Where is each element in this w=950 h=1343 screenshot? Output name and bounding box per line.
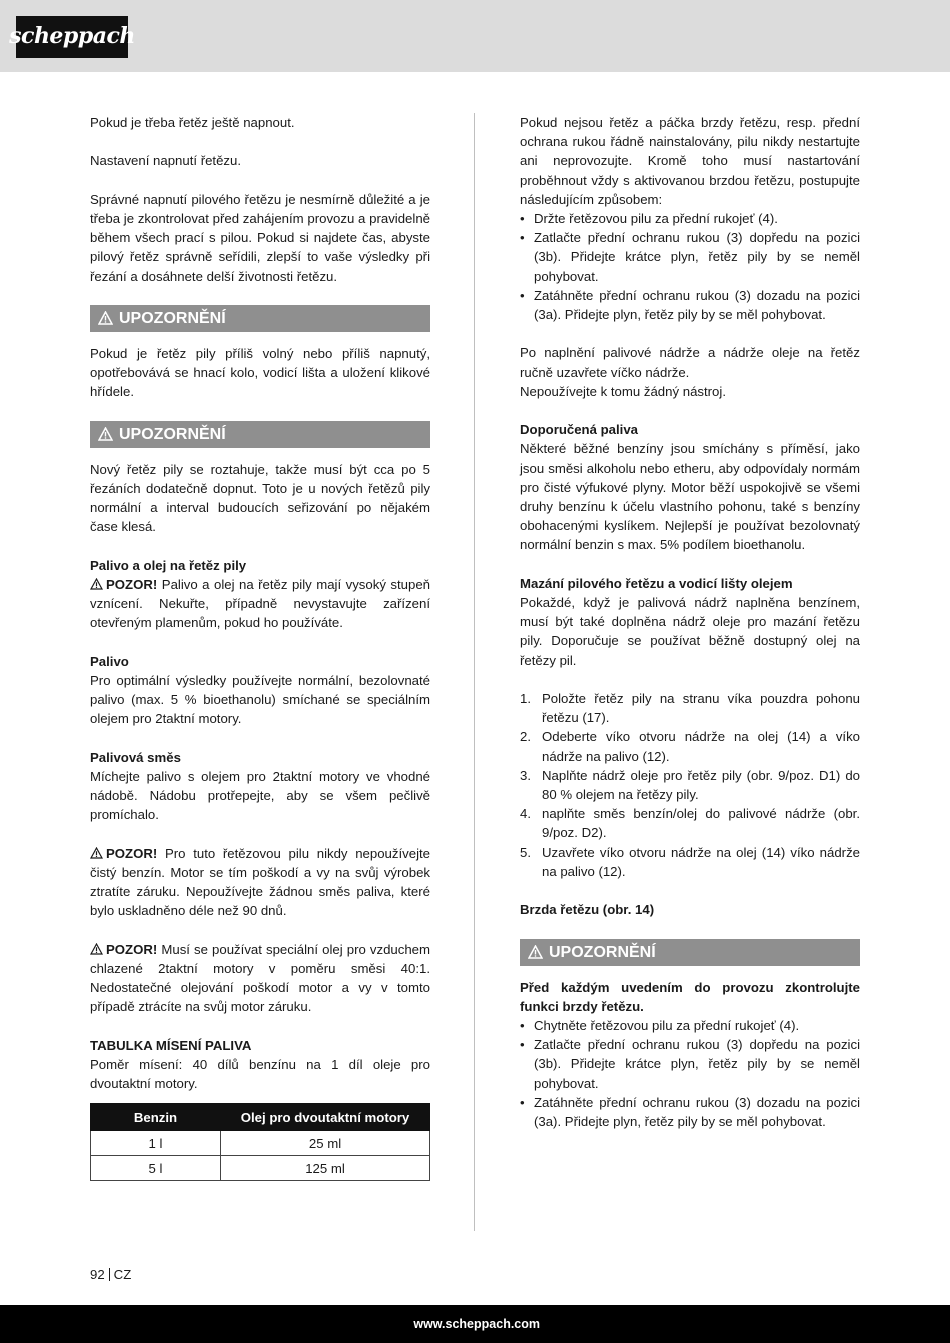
section-heading: Palivo bbox=[90, 653, 129, 669]
warning-triangle-icon bbox=[98, 427, 113, 441]
page-number bbox=[90, 1265, 131, 1284]
paragraph: Pokud je řetěz pily příliš volný nebo příliš napnutý, opotřebovává se hnací kolo, vodicí lišta a uložení klikové hřídele. bbox=[90, 345, 430, 400]
table-header-row bbox=[91, 1104, 430, 1131]
bullet-list bbox=[520, 209, 860, 324]
list-item: • Držte řetězovou pilu za přední rukojeť (4). bbox=[520, 209, 860, 228]
page-separator bbox=[109, 1268, 110, 1281]
section-heading: TABULKA MÍSENÍ PALIVA bbox=[90, 1037, 252, 1053]
list-item: • Zatáhněte přední ochranu rukou (3) dozadu na pozici (3a). Přidejte plyn, řetěz pily by se měl pohybovat. bbox=[520, 1093, 860, 1131]
paragraph: Nepoužívejte k tomu žádný nástroj. bbox=[520, 383, 726, 399]
warning-title: UPOZORNĚNÍ bbox=[119, 309, 226, 327]
table-header-cell: Benzin bbox=[91, 1104, 221, 1131]
list-text: Uzavřete víko otvoru nádrže na olej (14) víko nádrže na palivo (12). bbox=[542, 844, 860, 879]
list-item bbox=[520, 727, 860, 765]
list-item bbox=[520, 766, 860, 804]
list-item bbox=[520, 689, 860, 727]
paragraph: Nový řetěz pily se roztahuje, takže musí být cca po 5 řezáních dodatečně dopnut. Toto je u nových řetězů pily normální a interval budoucích seřizování po nějakém čase klesá. bbox=[90, 461, 430, 535]
table-header-cell: Olej pro dvoutaktní motory bbox=[221, 1104, 430, 1131]
list-item: • Chytněte řetězovou pilu za přední rukojeť (4). bbox=[520, 1016, 860, 1035]
list-number: 4. bbox=[520, 806, 531, 822]
website-url: www.scheppach.com bbox=[413, 1317, 540, 1331]
caution-paragraph bbox=[90, 940, 430, 1017]
table-cell: 1 l bbox=[91, 1131, 221, 1156]
table-cell: 25 ml bbox=[221, 1131, 430, 1156]
warning-banner bbox=[520, 939, 860, 966]
section-heading: Palivo a olej na řetěz pily bbox=[90, 557, 247, 573]
section-heading: Před každým uvedením do provozu zkontrolujte funkci brzdy řetězu. bbox=[520, 979, 860, 1014]
caution-text: Palivo a olej na řetěz pily mají vysoký stupeň vznícení. Nekuřte, případně nevystavujte zařízení otevřeným plamenům, pokud ho používáte. bbox=[90, 576, 430, 631]
caution-text: Musí se používat speciální olej pro vzduchem chlazené 2taktní motory v poměru směsi 40:1. Nedostatečné olejování poškodí motor a vy v tomto případě ztrácíte na svůj motor záruku. bbox=[90, 941, 430, 1015]
section-heading: Brzda řetězu (obr. 14) bbox=[520, 902, 655, 918]
list-item: • Zatlačte přední ochranu rukou (3) dopředu na pozici (3b). Přidejte krátce plyn, řetěz pily by se neměl pohybovat. bbox=[520, 1035, 860, 1093]
paragraph: Poměr mísení: 40 dílů benzínu na 1 díl oleje pro dvoutaktní motory. bbox=[90, 1056, 430, 1092]
caution-paragraph bbox=[90, 575, 430, 633]
table-cell: 5 l bbox=[91, 1156, 221, 1181]
warning-banner bbox=[90, 305, 430, 332]
brand-logo: scheppach bbox=[16, 16, 128, 58]
section-heading: Doporučená paliva bbox=[520, 422, 638, 438]
page-header bbox=[0, 0, 950, 72]
warning-triangle-icon bbox=[90, 943, 103, 955]
left-column bbox=[90, 113, 430, 1181]
paragraph: Pokaždé, když je palivová nádrž naplněna benzínem, musí být také doplněna nádrž oleje pro mazání řetězu pily. Doporučuje se používat běžně dostupný olej na řetězy pil. bbox=[520, 595, 860, 668]
paragraph: Některé běžné benzíny jsou smíchány s příměsí, jako jsou směsi alkoholu nebo etheru, aby odpovídaly normám pro čisté výfukové plyny. Motor běží uspokojivě se všemi druhy benzínu k účelu vlastního pohonu, také s benzíny obohacenými kyslíkem. Nejlepší je používat bezolovnatý normální benzin s max. 5% podílem bioethanolu. bbox=[520, 441, 860, 553]
paragraph: Správné napnutí pilového řetězu je nesmírně důležité a je třeba je zkontrolovat před zahájením provozu a pravidelně během všech prací s pilou. Pokud si najdete čas, abyste pilový řetěz správně seřídili, zlepší to vaše výsledky při řezání a dosáhnete delší životnosti řetězu. bbox=[90, 191, 430, 284]
list-item: • Zatáhněte přední ochranu rukou (3) dozadu na pozici (3a). Přidejte plyn, řetěz pily by se měl pohybovat. bbox=[520, 286, 860, 324]
list-text: Položte řetěz pily na stranu víka pouzdra pohonu řetězu (17). bbox=[542, 691, 860, 726]
warning-title: UPOZORNĚNÍ bbox=[119, 425, 226, 443]
list-item: • Zatlačte přední ochranu rukou (3) dopředu na pozici (3b). Přidejte krátce plyn, řetěz pily by se neměl pohybovat. bbox=[520, 228, 860, 286]
caution-paragraph bbox=[90, 844, 430, 921]
table-cell: 125 ml bbox=[221, 1156, 430, 1181]
caution-label: POZOR! bbox=[106, 941, 158, 957]
warning-triangle-icon bbox=[528, 945, 543, 959]
list-text: Odeberte víko otvoru nádrže na olej (14) a víko nádrže na palivo (12). bbox=[542, 729, 860, 764]
paragraph: Pokud je třeba řetěz ještě napnout. bbox=[90, 115, 295, 130]
numbered-list bbox=[520, 689, 860, 881]
page-number-value: 92 bbox=[90, 1267, 105, 1282]
table-row bbox=[91, 1131, 430, 1156]
list-text: Naplňte nádrž oleje pro řetěz pily (obr. 9/poz. D1) do 80 % olejem na řetězy pily. bbox=[542, 767, 860, 803]
warning-triangle-icon bbox=[90, 847, 103, 859]
warning-triangle-icon bbox=[90, 578, 103, 590]
caution-label: POZOR! bbox=[106, 576, 158, 592]
list-number: 1. bbox=[520, 691, 531, 707]
paragraph: Po naplnění palivové nádrže a nádrže oleje na řetěz ručně uzavřete víčko nádrže. bbox=[520, 345, 860, 380]
fuel-mix-table bbox=[90, 1103, 430, 1181]
column-divider bbox=[474, 113, 475, 1231]
section-heading: Palivová směs bbox=[90, 749, 181, 765]
list-number: 2. bbox=[520, 729, 531, 745]
list-item bbox=[520, 843, 860, 881]
list-text: naplňte směs benzín/olej do palivové nádrže (obr. 9/poz. D2). bbox=[542, 806, 860, 841]
page-footer bbox=[0, 1305, 950, 1343]
list-number: 5. bbox=[520, 844, 531, 860]
bullet-list bbox=[520, 1016, 860, 1131]
paragraph: Nastavení napnutí řetězu. bbox=[90, 153, 242, 169]
caution-label: POZOR! bbox=[106, 845, 158, 861]
section-heading: Mazání pilového řetězu a vodicí lišty olejem bbox=[520, 575, 793, 591]
list-number: 3. bbox=[520, 767, 531, 783]
warning-title: UPOZORNĚNÍ bbox=[549, 943, 656, 961]
warning-triangle-icon bbox=[98, 311, 113, 325]
paragraph: Pokud nejsou řetěz a páčka brzdy řetězu, resp. přední ochrana rukou řádně nainstalovány, pilu nikdy nestartujte ani neprovozujte. Kromě toho musí nastartování proběhnout vždy s aktivovanou brzdou řetězu, postupujte následujícím způsobem: bbox=[520, 115, 860, 207]
paragraph: Pro optimální výsledky používejte normální, bezolovnaté palivo (max. 5 % bioethanolu) smíchané se speciálním olejem pro 2taktní motory. bbox=[90, 672, 430, 727]
warning-banner bbox=[90, 421, 430, 448]
right-column bbox=[520, 113, 860, 1150]
list-item bbox=[520, 804, 860, 842]
paragraph: Míchejte palivo s olejem pro 2taktní motory ve vhodné nádobě. Nádobu protřepejte, aby se všem pečlivě promíchalo. bbox=[90, 768, 430, 823]
language-code: CZ bbox=[113, 1267, 132, 1282]
table-row bbox=[91, 1156, 430, 1181]
caution-text: Pro tuto řetězovou pilu nikdy nepoužívejte čistý benzín. Motor se tím poškodí a vy na svůj výrobek ztratíte záruku. Nepoužívejte žádnou směs paliva, které bylo uskladněno déle než 90 dnů. bbox=[90, 845, 430, 919]
